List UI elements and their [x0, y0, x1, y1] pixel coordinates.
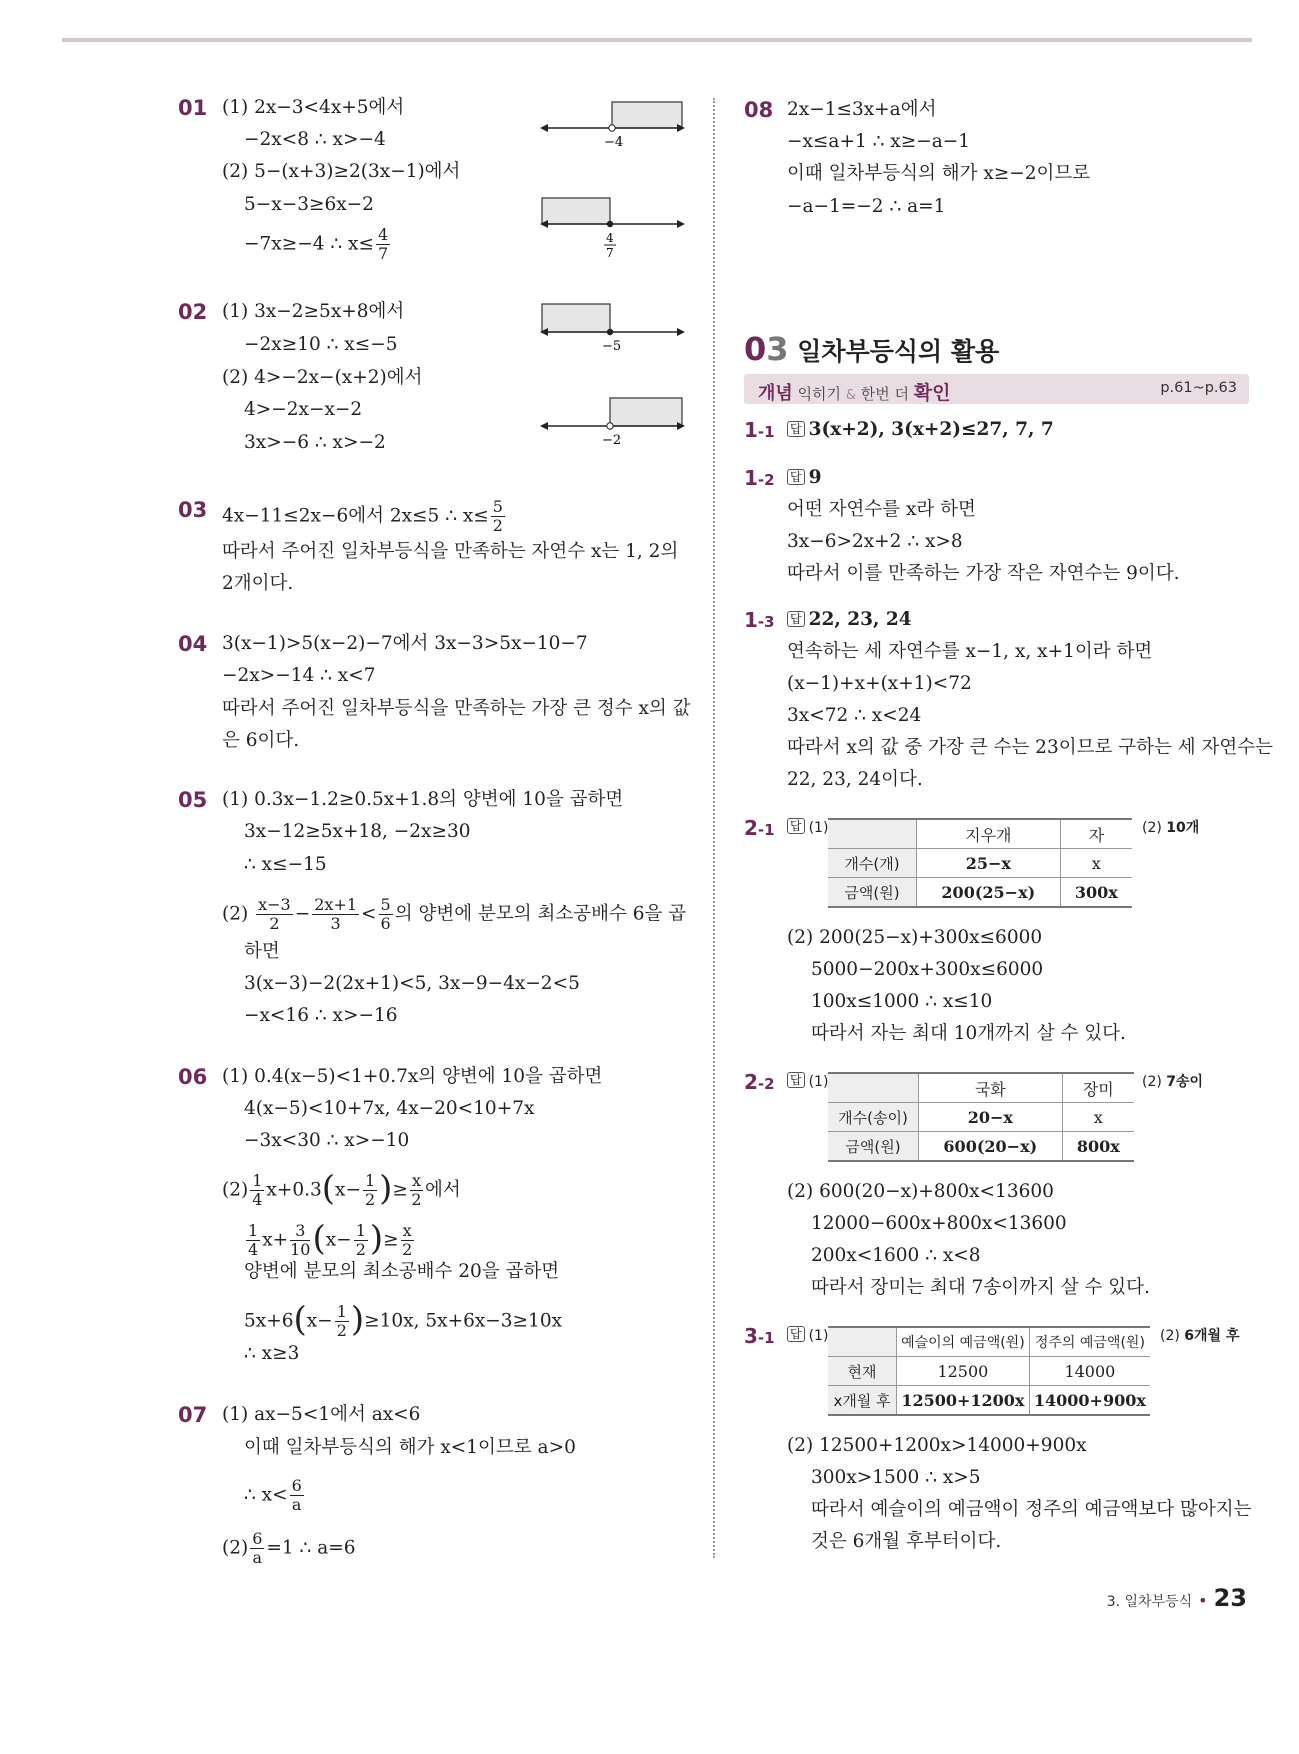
tick-label: 7 [606, 246, 614, 260]
problem-number: 01 [178, 96, 208, 120]
problem-number: 04 [178, 632, 208, 656]
text-line: (2) 5−(x+3)≥2(3x−1)에서 [222, 161, 461, 182]
table-cell: 지우개 [917, 819, 1061, 849]
text-line: (1) 0.4(x−5)<1+0.7x의 양변에 10을 곱하면 [222, 1066, 603, 1087]
text-line: 2x−1≤3x+a에서 [787, 99, 937, 120]
fraction: $\frac{x}{2}$ [402, 1221, 413, 1259]
table-cell: 14000 [1029, 1357, 1150, 1386]
text-line: 22, 23, 24이다. [787, 769, 923, 790]
table-cell: 200(25−x) [917, 878, 1061, 908]
table-cell: x [1062, 1103, 1134, 1132]
text-line: (x−1)+x+(x+1)<72 [787, 673, 972, 694]
text-line: 3(x−1)>5(x−2)−7에서 3x−3>5x−10−7 [222, 633, 588, 654]
text-line: −2x<8 ∴ x>−4 [244, 129, 386, 150]
table-cell: 장미 [1062, 1073, 1134, 1103]
answer-line: 답 (1) [787, 1070, 828, 1094]
text-line: −3x<30 ∴ x>−10 [244, 1130, 410, 1151]
text-line: 어떤 자연수를 x라 하면 [787, 499, 976, 520]
table-cell: 자 [1060, 819, 1132, 849]
fraction: $\frac{5}{2}$ [492, 497, 503, 535]
fraction: $\frac{2x+1}{3}$ [314, 895, 358, 933]
text-line: 따라서 자는 최대 10개까지 살 수 있다. [811, 1023, 1126, 1044]
fraction: $\frac{6}{a}$ [252, 1529, 263, 1567]
column-divider [713, 98, 715, 1558]
table-cell: 현재 [828, 1357, 897, 1386]
text-line: 200x<1600 ∴ x<8 [811, 1245, 981, 1266]
table-cell: 12500+1200x [897, 1386, 1030, 1416]
table-cell [828, 1327, 897, 1357]
table-cell: 20−x [919, 1103, 1063, 1132]
problem-number: 03 [178, 498, 208, 522]
data-table [828, 1072, 1134, 1162]
table-cell: 개수(개) [828, 849, 917, 878]
table-cell: 300x [1060, 878, 1132, 908]
table-cell: 금액(원) [828, 878, 917, 908]
text-line: −2x≥10 ∴ x≤−5 [244, 334, 398, 355]
text-line: 3x>−6 ∴ x>−2 [244, 432, 386, 453]
table-cell: 개수(송이) [828, 1103, 919, 1132]
text-line: (2) 600(20−x)+800x<13600 [787, 1181, 1054, 1202]
problem-number: 1-2 [744, 466, 775, 490]
tick-label: −4 [604, 135, 624, 150]
text-line: 것은 6개월 후부터이다. [811, 1531, 1002, 1552]
text-line: 따라서 x의 값 중 가장 큰 수는 23이므로 구하는 세 자연수는 [787, 737, 1273, 758]
problem-number: 2-2 [744, 1070, 775, 1094]
fraction: $\frac{1}{4}$ [248, 1221, 259, 1259]
table-cell: 14000+900x [1029, 1386, 1150, 1416]
text-line: 5000−200x+300x≤6000 [811, 959, 1044, 980]
text-line: (2) 4>−2x−(x+2)에서 [222, 367, 423, 388]
text-line: $\frac{1}{4}$ x+ $\frac{3}{10}$ (x− $\frac{1}{2}$ )≥ $\frac{x}{2}$ [248, 1218, 413, 1259]
text-line: 300x>1500 ∴ x>5 [811, 1467, 981, 1488]
data-table [828, 818, 1132, 908]
text-line: 3x<72 ∴ x<24 [787, 705, 922, 726]
text-line: −x<16 ∴ x>−16 [244, 1005, 398, 1026]
text-line: 양변에 분모의 최소공배수 20을 곱하면 [244, 1261, 560, 1282]
text-line: 4x−11≤2x−6에서 2x≤5 ∴ x≤ $\frac{5}{2}$ [222, 497, 503, 535]
answer-line: 답 (1) [787, 816, 828, 840]
answer-line: 답 (1) [787, 1324, 828, 1348]
table-cell: x [1060, 849, 1132, 878]
text-line: 따라서 예슬이의 예금액이 정주의 예금액보다 많아지는 [811, 1499, 1252, 1520]
text-line: ∴ x≤−15 [244, 854, 327, 875]
text-line: −x≤a+1 ∴ x≥−a−1 [787, 131, 971, 152]
text-line: 따라서 이를 만족하는 가장 작은 자연수는 9이다. [787, 563, 1180, 584]
fraction: $\frac{1}{2}$ [364, 1171, 376, 1209]
text-line: −a−1=−2 ∴ a=1 [787, 196, 946, 217]
fraction: $\frac{6}{a}$ [291, 1476, 302, 1514]
table-cell: x개월 후 [828, 1386, 897, 1416]
section-title: 03 일차부등식의 활용 [744, 330, 1000, 368]
number-line-01-2 [540, 198, 685, 260]
fraction: $\frac{4}{7}$ [377, 225, 389, 263]
text-line: (1) ax−5<1에서 ax<6 [222, 1404, 421, 1425]
problem-number: 02 [178, 300, 208, 324]
table-cell: 25−x [917, 849, 1061, 878]
text-line: 이때 일차부등식의 해가 x≥−2이므로 [787, 163, 1091, 184]
table-cell [828, 1073, 919, 1103]
problem-number: 06 [178, 1065, 208, 1089]
text-line: 5x+6(x− $\frac{1}{2}$ )≥10x, 5x+6x−3≥10x [244, 1299, 563, 1340]
text-line: 3x−6>2x+2 ∴ x>8 [787, 531, 963, 552]
table-cell: 600(20−x) [919, 1132, 1063, 1162]
table-cell: 800x [1062, 1132, 1134, 1162]
table-cell [828, 819, 917, 849]
problem-number: 05 [178, 788, 208, 812]
table-cell: 정주의 예금액(원) [1029, 1327, 1150, 1357]
text-line: −2x>−14 ∴ x<7 [222, 665, 376, 686]
text-line: 하면 [244, 941, 280, 962]
problem-number: 08 [744, 98, 774, 122]
text-line: 3(x−3)−2(2x+1)<5, 3x−9−4x−2<5 [244, 973, 580, 994]
problem-number: 2-1 [744, 816, 775, 840]
fraction: $\frac{3}{10}$ [290, 1221, 311, 1259]
number-line-figure [540, 300, 685, 450]
text-line: 3x−12≥5x+18, −2x≥30 [244, 821, 471, 842]
problem-number: 1-3 [744, 608, 775, 632]
text-line: 따라서 장미는 최대 7송이까지 살 수 있다. [811, 1277, 1150, 1298]
answer-line: (2) 10개 [1142, 820, 1200, 836]
fraction: $\frac{1}{2}$ [355, 1221, 366, 1259]
tick-label: −2 [602, 433, 622, 448]
answer-line: 답 3(x+2), 3(x+2)≤27, 7, 7 [787, 418, 1054, 442]
text-line: ∴ x< $\frac{6}{a}$ [244, 1476, 302, 1514]
text-line: (1) 2x−3<4x+5에서 [222, 97, 405, 118]
table-cell: 예슬이의 예금액(원) [897, 1327, 1030, 1357]
problem-number: 07 [178, 1403, 208, 1427]
number-line-02-2 [540, 398, 685, 448]
table-cell: 국화 [919, 1073, 1063, 1103]
page-range: p.61~p.63 [1160, 380, 1237, 396]
tick-label: −5 [602, 339, 622, 354]
text-line: 2개이다. [222, 573, 294, 594]
text-line: 은 6이다. [222, 730, 300, 751]
fraction: $\frac{x}{2}$ [411, 1171, 422, 1209]
text-line: 따라서 주어진 일차부등식을 만족하는 가장 큰 정수 x의 값 [222, 698, 691, 719]
chapter-label: 3. 일차부등식 [1106, 1594, 1193, 1610]
text-line: (2) $\frac{x-3}{2}$ − $\frac{2x+1}{3}$ < $\frac{5}{6}$ 의 양변에 분모의 최소공배수 6을 곱 [222, 895, 687, 933]
number-line-01-1 [540, 102, 685, 150]
table-cell: 12500 [897, 1357, 1030, 1386]
tick-label: 4 [606, 231, 614, 245]
fraction: $\frac{x-3}{2}$ [258, 895, 291, 933]
text-line: 12000−600x+800x<13600 [811, 1213, 1067, 1234]
text-line: (2) 12500+1200x>14000+900x [787, 1435, 1087, 1456]
text-line: 4>−2x−x−2 [244, 399, 363, 420]
text-line: (1) 0.3x−1.2≥0.5x+1.8의 양변에 10을 곱하면 [222, 789, 624, 810]
answer-line: 답 22, 23, 24 [787, 608, 912, 632]
text-line: (2) 200(25−x)+300x≤6000 [787, 927, 1043, 948]
fraction: $\frac{5}{6}$ [380, 895, 391, 933]
answer-line: (2) 6개월 후 [1160, 1328, 1240, 1344]
text-line: 따라서 주어진 일차부등식을 만족하는 자연수 x는 1, 2의 [222, 541, 679, 562]
footer-dot: • [1198, 1591, 1208, 1610]
text-line: ∴ x≥3 [244, 1343, 300, 1364]
page-footer [1107, 1584, 1247, 1612]
text-line: −7x≥−4 ∴ x≤ $\frac{4}{7}$ [244, 225, 389, 263]
fraction: $\frac{1}{4}$ [252, 1171, 263, 1209]
data-table [828, 1326, 1150, 1416]
concept-bar [744, 374, 1249, 404]
table-cell: 금액(원) [828, 1132, 919, 1162]
page-number: 23 [1213, 1584, 1247, 1612]
text-line: 5−x−3≥6x−2 [244, 194, 374, 215]
text-line: (2) $\frac{6}{a}$ =1 ∴ a=6 [222, 1529, 356, 1567]
number-line-02-1 [540, 304, 685, 354]
text-line: 이때 일차부등식의 해가 x<1이므로 a>0 [244, 1437, 576, 1458]
number-line-figure [540, 98, 685, 268]
text-line: 100x≤1000 ∴ x≤10 [811, 991, 993, 1012]
answer-line: (2) 7송이 [1142, 1074, 1204, 1090]
text-line: (2) $\frac{1}{4}$ x+0.3(x− $\frac{1}{2}$ )≥ $\frac{x}{2}$ 에서 [222, 1168, 461, 1209]
problem-number: 3-1 [744, 1324, 775, 1348]
text-line: (1) 3x−2≥5x+8에서 [222, 301, 405, 322]
fraction: $\frac{1}{2}$ [336, 1302, 347, 1340]
top-rule [62, 38, 1252, 42]
answer-line: 답 9 [787, 466, 821, 490]
problem-number: 1-1 [744, 418, 775, 442]
text-line: 4(x−5)<10+7x, 4x−20<10+7x [244, 1098, 535, 1119]
concept-bar-label: 개념 익히기 & 한번 더 확인 [758, 382, 951, 404]
text-line: 연속하는 세 자연수를 x−1, x, x+1이라 하면 [787, 641, 1153, 662]
